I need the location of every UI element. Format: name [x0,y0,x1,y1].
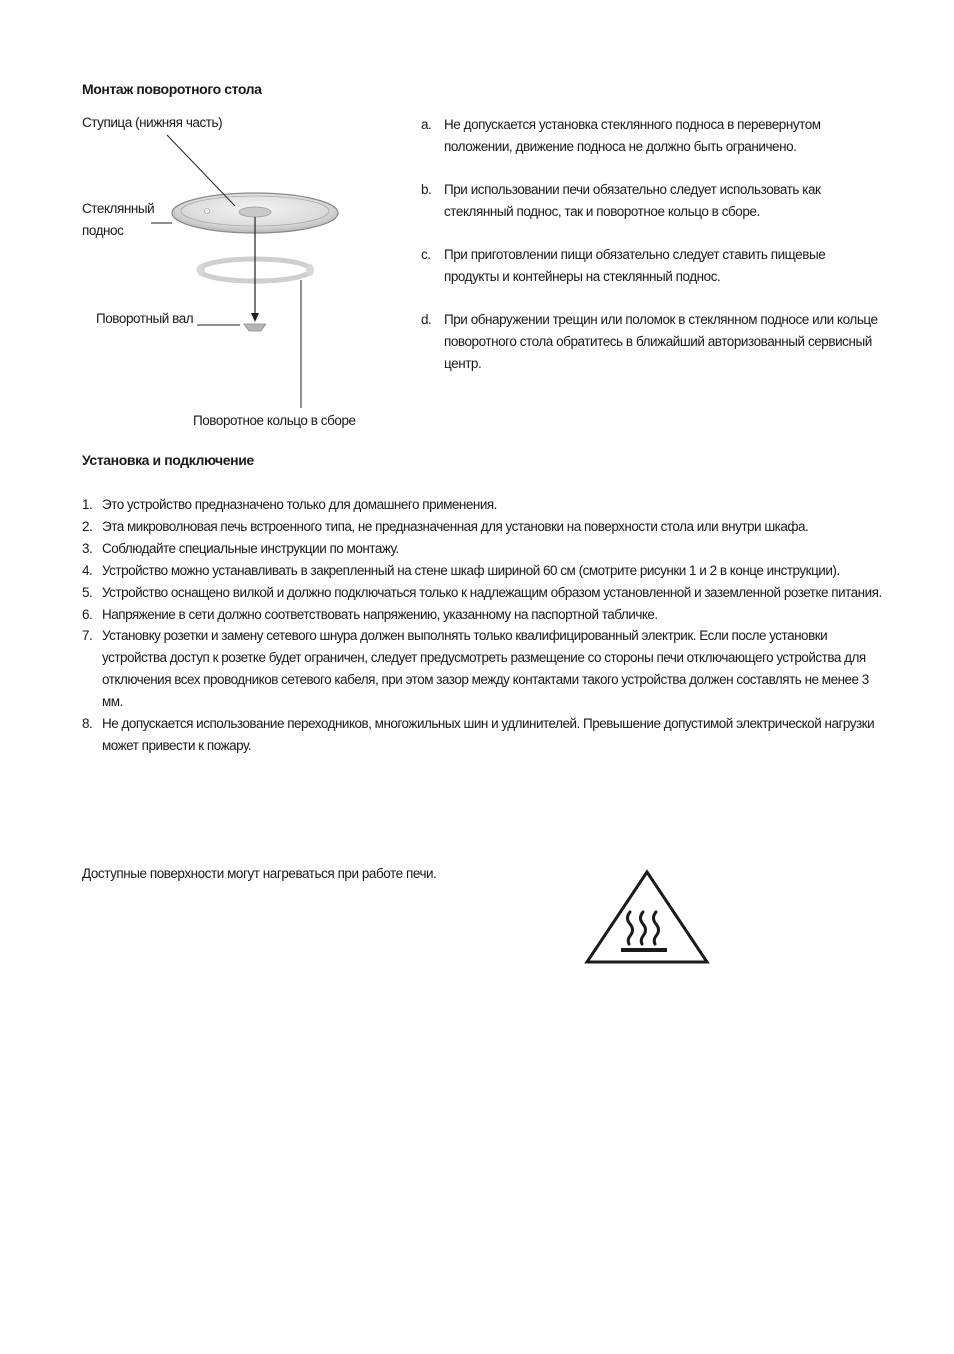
hot-surface-text: Доступные поверхности могут нагреваться при работе печи. [82,866,437,881]
list-item [82,494,882,516]
glass-tray-label-line2: поднос [82,223,124,238]
list-marker: 5. [82,584,93,600]
list-item-text: Устройство можно устанавливать в закрепленный на стене шкаф шириной 60 см (смотрите рисунки 1 и 2 в конце инструкции). [102,562,840,578]
list-item [82,538,882,560]
list-item-text: При использовании печи обязательно следует использовать как стеклянный поднос, так и поворотное кольцо в сборе. [444,182,821,219]
list-marker: 8. [82,716,93,732]
turntable-diagram [80,110,420,440]
list-item-text: Не допускается установка стеклянного подноса в перевернутом положении, движение подноса не должно быть ограничено. [444,117,821,154]
list-item [421,309,881,375]
list-marker: c. [421,247,431,262]
list-item-text: Напряжение в сети должно соответствовать напряжению, указанному на паспортной табличке. [102,606,658,622]
shaft-shape [244,324,266,331]
list-item [421,179,881,223]
list-item [421,114,881,158]
glass-tray-label-line1: Стеклянный [82,201,155,216]
list-item [82,625,882,713]
turntable-illustration [80,110,420,440]
list-marker: b. [421,182,432,197]
list-marker: 3. [82,540,93,556]
list-item-text: Соблюдайте специальные инструкции по монтажу. [102,540,399,556]
turntable-heading: Монтаж поворотного стола [82,81,262,97]
list-marker: d. [421,312,432,327]
list-item [82,604,882,626]
list-marker: 1. [82,497,93,512]
list-item [421,244,881,288]
list-item-text: Это устройство предназначено только для домашнего применения. [102,497,497,512]
list-marker: 7. [82,628,93,644]
list-marker: 2. [82,518,93,534]
turntable-notes-list [421,114,881,396]
list-marker: a. [421,117,432,132]
list-item-text: Не допускается использование переходников, многожильных шин и удлинителей. Превышение допустимой электрической нагрузки может привести к пожару. [102,716,875,753]
list-marker: 6. [82,606,93,622]
shaft-label: Поворотный вал [96,311,194,326]
installation-heading: Установка и подключение [82,452,254,468]
list-item-text: Эта микроволновая печь встроенного типа, не предназначенная для установки на поверхности стола или внутри шкафа. [102,518,809,534]
list-marker: 4. [82,562,93,578]
list-item-text: Установку розетки и замену сетевого шнура должен выполнять только квалифицированный электрик. Если после установки устройства доступ к розетке будет ограничен, следует предусмотреть размещение со стороны печи отключающего устройства для отключения всех проводников сетевого кабеля, при этом зазор между контактами такого устройства должен составлять не менее 3 мм. [102,628,869,710]
list-item [82,560,882,582]
installation-list [82,494,882,757]
list-item-text: При приготовлении пищи обязательно следует ставить пищевые продукты и контейнеры на стеклянный поднос. [444,247,826,284]
list-item [82,713,882,757]
hub-label: Ступица (нижняя часть) [82,115,223,130]
list-item [82,516,882,538]
list-item [82,582,882,604]
ring-label: Поворотное кольцо в сборе [193,413,356,428]
list-item-text: Устройство оснащено вилкой и должно подключаться только к надлежащим образом установленной и заземленной розетке питания. [102,584,882,600]
hot-surface-warning-icon [583,868,711,966]
list-item-text: При обнаружении трещин или поломок в стеклянном подносе или кольце поворотного стола обратитесь в ближайший авторизованный сервисный центр. [444,312,878,371]
